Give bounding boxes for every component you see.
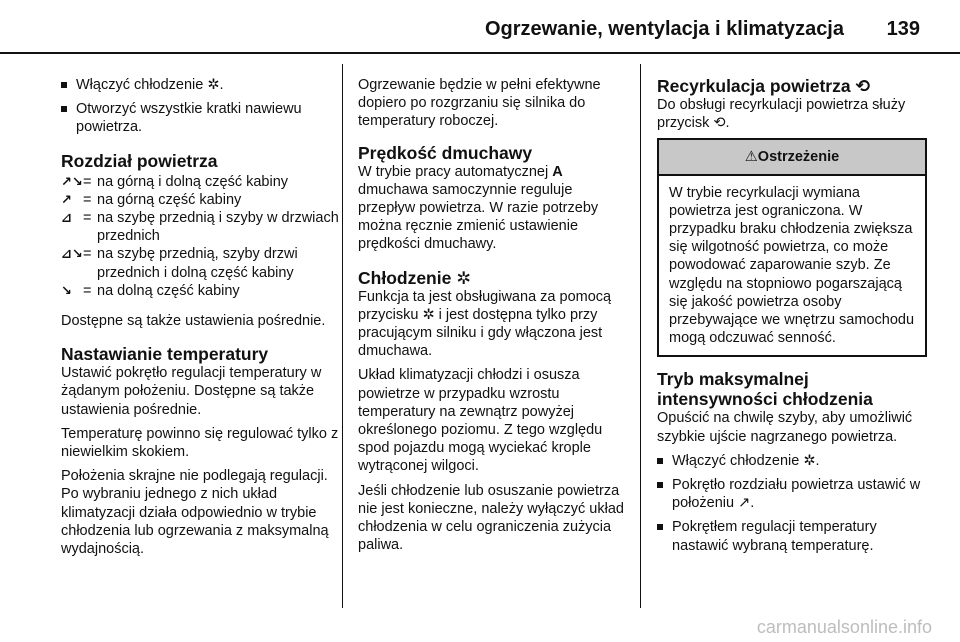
paragraph: Jeśli chłodzenie lub osuszanie powietrza nie jest konieczne, należy wyłączyć układ chłodzenia w celu ograniczenia zużycia paliwa. <box>358 482 624 554</box>
bullet-icon <box>657 482 663 488</box>
header-divider <box>0 52 960 54</box>
section-heading-max-cooling: Tryb maksymalnej intensywności chłodzenia <box>657 369 873 410</box>
bullet-icon <box>61 106 67 112</box>
airflow-windscreen-lower-icon: ⊿↘ <box>61 246 83 262</box>
equals-sign: = <box>83 246 92 263</box>
airflow-windscreen-icon: ⊿ <box>61 210 72 226</box>
column-2 <box>358 76 626 560</box>
page-title: Ogrzewanie, wentylacja i klimatyzacja <box>484 18 844 40</box>
paragraph <box>358 163 626 254</box>
bullet-text: Pokrętło rozdziału powietrza ustawić w położeniu ↗. <box>672 477 921 512</box>
airflow-upper-lower-icon: ↗↘ <box>61 173 83 189</box>
warning-box <box>657 138 927 357</box>
row-text: na górną część kabiny <box>97 191 242 208</box>
column-1 <box>61 76 343 564</box>
airflow-lower-icon: ↘ <box>61 282 72 298</box>
table-row <box>61 209 343 245</box>
paragraph: Układ klimatyzacji chłodzi i osusza powietrze w przypadku wzrostu temperatury na zewnątrz powyżej określonego poziomu. Z tego względu spod pojazdu mogą wyciekać krople wytrąconej wilgoci. <box>358 367 603 475</box>
table-row <box>61 282 343 300</box>
list-item <box>657 518 927 554</box>
table-row <box>61 245 343 281</box>
warning-title: ⚠Ostrzeżenie <box>659 140 925 175</box>
column-divider-2 <box>640 64 641 608</box>
equals-sign: = <box>83 173 92 190</box>
paragraph: Funkcja ta jest obsługiwana za pomocą przycisku ✲ i jest dostępna tylko przy pracującym silniku i gdy włączona jest dmuchawa. <box>358 288 612 360</box>
paragraph: Ogrzewanie będzie w pełni efektywne dopiero po rozgrzaniu się silnika do temperatury roboczej. <box>358 77 601 130</box>
air-distribution-table <box>61 173 343 300</box>
text-run: dmuchawa samoczynnie reguluje przepływ powietrza. W razie potrzeby można ręcznie zmienić ustawienie prędkości dmuchawy. <box>358 181 599 253</box>
bullet-icon <box>657 458 663 464</box>
paragraph: Położenia skrajne nie podlegają regulacji. Po wybraniu jednego z nich układ klimatyzacji działa odpowiednio w trybie chłodzenia lub ogrzewania z maksymalną wydajnością. <box>61 468 329 558</box>
equals-sign: = <box>83 191 92 208</box>
column-3 <box>657 76 927 561</box>
equals-sign: = <box>83 210 92 227</box>
list-item <box>61 76 343 94</box>
list-item <box>657 476 927 512</box>
bullet-text: Włączyć chłodzenie ✲. <box>76 77 224 93</box>
paragraph: Do obsługi recyrkulacji powietrza służy przycisk ⟲. <box>657 97 906 132</box>
distribution-note: Dostępne są także ustawienia pośrednie. <box>61 313 326 330</box>
page-header <box>0 0 960 50</box>
paragraph: Temperaturę powinno się regulować tylko z niewielkim skokiem. <box>61 425 339 461</box>
equals-sign: = <box>83 282 92 299</box>
section-heading-recirculation: Recyrkulacja powietrza ⟲ <box>657 76 871 96</box>
paragraph: Ustawić pokrętło regulacji temperatury w żądanym położeniu. Dostępne są także ustawienia pośrednie. <box>61 365 322 418</box>
bullet-icon <box>61 82 67 88</box>
bullet-text: Pokrętłem regulacji temperatury nastawić wybraną temperaturę. <box>672 519 877 554</box>
row-text: na górną i dolną część kabiny <box>97 173 289 190</box>
bullet-text: Otworzyć wszystkie kratki nawiewu powietrza. <box>76 101 302 136</box>
auto-mode-symbol: A <box>552 163 563 180</box>
page-number: 139 <box>886 18 920 40</box>
row-text: na dolną część kabiny <box>97 282 240 299</box>
section-heading-cooling: Chłodzenie ✲ <box>358 267 471 288</box>
bullet-icon <box>657 524 663 530</box>
section-heading-distribution: Rozdział powietrza <box>61 150 218 171</box>
paragraph: Opuścić na chwilę szyby, aby umożliwić szybkie ujście nagrzanego powietrza. <box>657 410 913 445</box>
list-item <box>61 100 343 136</box>
section-heading-temperature: Nastawianie temperatury <box>61 344 269 365</box>
table-row <box>61 191 343 209</box>
section-heading-fan: Prędkość dmuchawy <box>358 142 533 163</box>
text-run: W trybie pracy automatycznej <box>358 163 553 180</box>
bullet-text: Włączyć chłodzenie ✲. <box>672 452 820 469</box>
row-text: na szybę przednią, szyby drzwi przednich i dolną część kabiny <box>97 246 298 281</box>
list-item <box>657 452 927 470</box>
watermark: carmanualsonline.info <box>756 617 932 637</box>
airflow-upper-icon: ↗ <box>61 191 72 207</box>
warning-text: W trybie recyrkulacji wymiana powietrza jest ograniczona. W przypadku braku chłodzenia zwiększa się wilgotność powietrza, co może powodować zaparowanie szyb. Ze względu na stopniowo pogarszającą się jakość powietrza osoby przebywające we wnętrzu samochodu mogą odczuwać senność. <box>669 184 915 347</box>
table-row <box>61 173 343 191</box>
row-text: na szybę przednią i szyby w drzwiach przednich <box>97 210 339 245</box>
